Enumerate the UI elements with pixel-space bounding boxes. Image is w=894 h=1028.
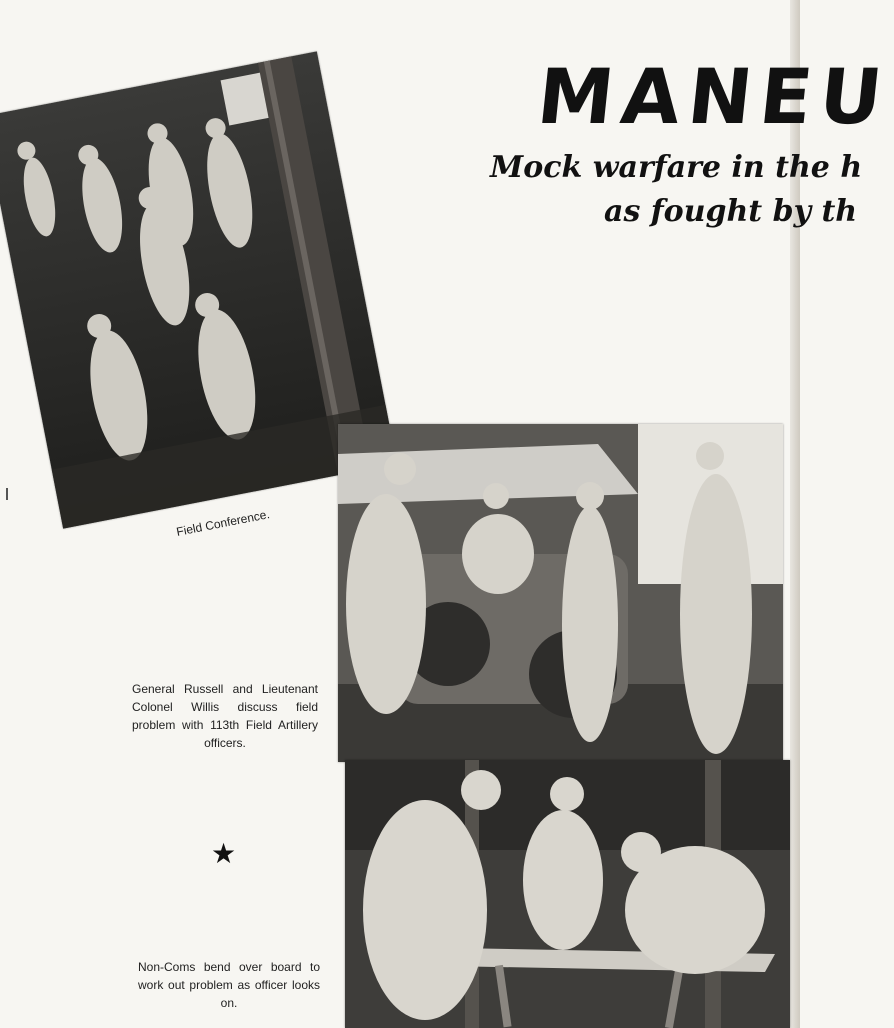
caption-field-conference: Field Conference. <box>175 507 271 539</box>
subtitle-line-1: Mock warfare in the h <box>490 150 863 185</box>
photo-officers-at-jeep-image <box>338 424 783 762</box>
page-title: MANEU <box>533 52 894 141</box>
caption-general-russell: General Russell and Lieutenant Colonel Willis discuss field problem with 113th Field Artillery officers. <box>132 682 318 750</box>
star-ornament: ★ <box>211 838 237 869</box>
photo-non-coms-at-board-image <box>345 760 790 1028</box>
caption-non-coms: Non-Coms bend over board to work out problem as officer looks on. <box>138 960 320 1010</box>
subtitle-line-2: as fought by th <box>604 194 858 229</box>
margin-mark <box>6 488 8 500</box>
photo-officers-at-jeep <box>338 424 783 762</box>
photo-non-coms-at-board <box>345 760 790 1028</box>
